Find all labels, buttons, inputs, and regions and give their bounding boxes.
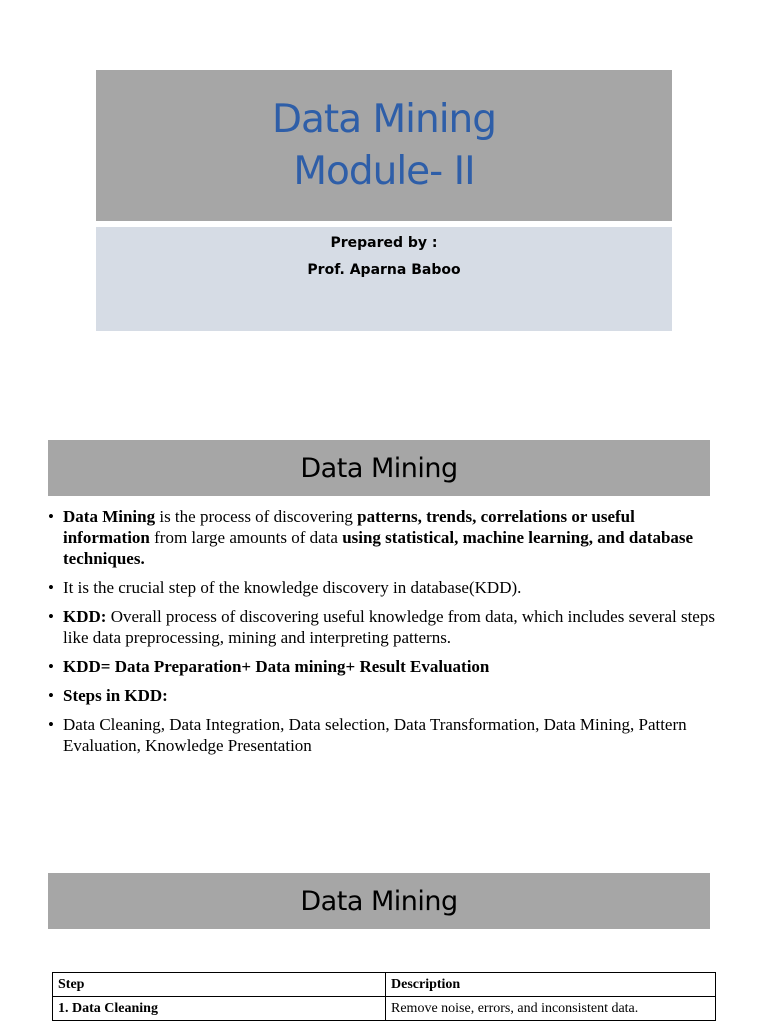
slide-3-header: Data Mining	[48, 873, 710, 929]
table-cell-step: 1. Data Cleaning	[53, 997, 386, 1021]
bullet-text	[63, 578, 521, 597]
bullet-item	[48, 506, 718, 569]
prepared-by-label: Prepared by :	[330, 235, 438, 251]
bullet-bold-run: KDD:	[63, 607, 107, 626]
table-header-row	[53, 973, 716, 997]
author-name: Prof. Aparna Baboo	[307, 262, 461, 278]
kdd-steps-table	[52, 972, 716, 1021]
bullet-run: Overall process of discovering useful knowledge from data, which includes several steps like data preprocessing, mining and interpreting patterns.	[63, 607, 715, 647]
bullet-bold-run: patterns, trends, correlations or useful information	[63, 507, 635, 547]
title-banner	[96, 70, 672, 221]
bullet-text	[63, 686, 168, 705]
title-line-2: Module- II	[293, 148, 475, 194]
table-row	[53, 997, 716, 1021]
table-header-step: Step	[53, 973, 386, 997]
bullet-item	[48, 685, 718, 706]
bullet-item	[48, 714, 718, 756]
table-cell-description: Remove noise, errors, and inconsistent data.	[386, 997, 716, 1021]
bullet-text	[63, 607, 715, 647]
bullet-item	[48, 606, 718, 648]
bullet-bold-run: using statistical, machine learning, and database techniques.	[63, 528, 694, 568]
slide-2-header: Data Mining	[48, 440, 710, 496]
bullet-item	[48, 656, 718, 677]
bullet-bold-run: Data Mining	[63, 507, 156, 526]
title-line-1: Data Mining	[271, 96, 497, 142]
bullet-run: is the process of discovering	[155, 507, 358, 526]
bullet-bold-run: Steps in KDD:	[63, 686, 168, 705]
bullet-run: It is the crucial step of the knowledge discovery in database(KDD).	[63, 578, 522, 597]
bullet-run: from large amounts of data	[149, 528, 343, 547]
bullet-bold-run: KDD= Data Preparation+ Data mining+ Result Evaluation	[63, 657, 490, 676]
bullet-text	[63, 507, 693, 568]
table-header-description: Description	[386, 973, 716, 997]
bullet-item	[48, 577, 718, 598]
bullet-run: Data Cleaning, Data Integration, Data selection, Data Transformation, Data Mining, Pattern Evaluation, Knowledge Presentation	[63, 715, 687, 755]
author-box	[96, 227, 672, 331]
bullet-list	[48, 506, 718, 764]
bullet-text	[63, 715, 687, 755]
bullet-text	[63, 657, 489, 676]
